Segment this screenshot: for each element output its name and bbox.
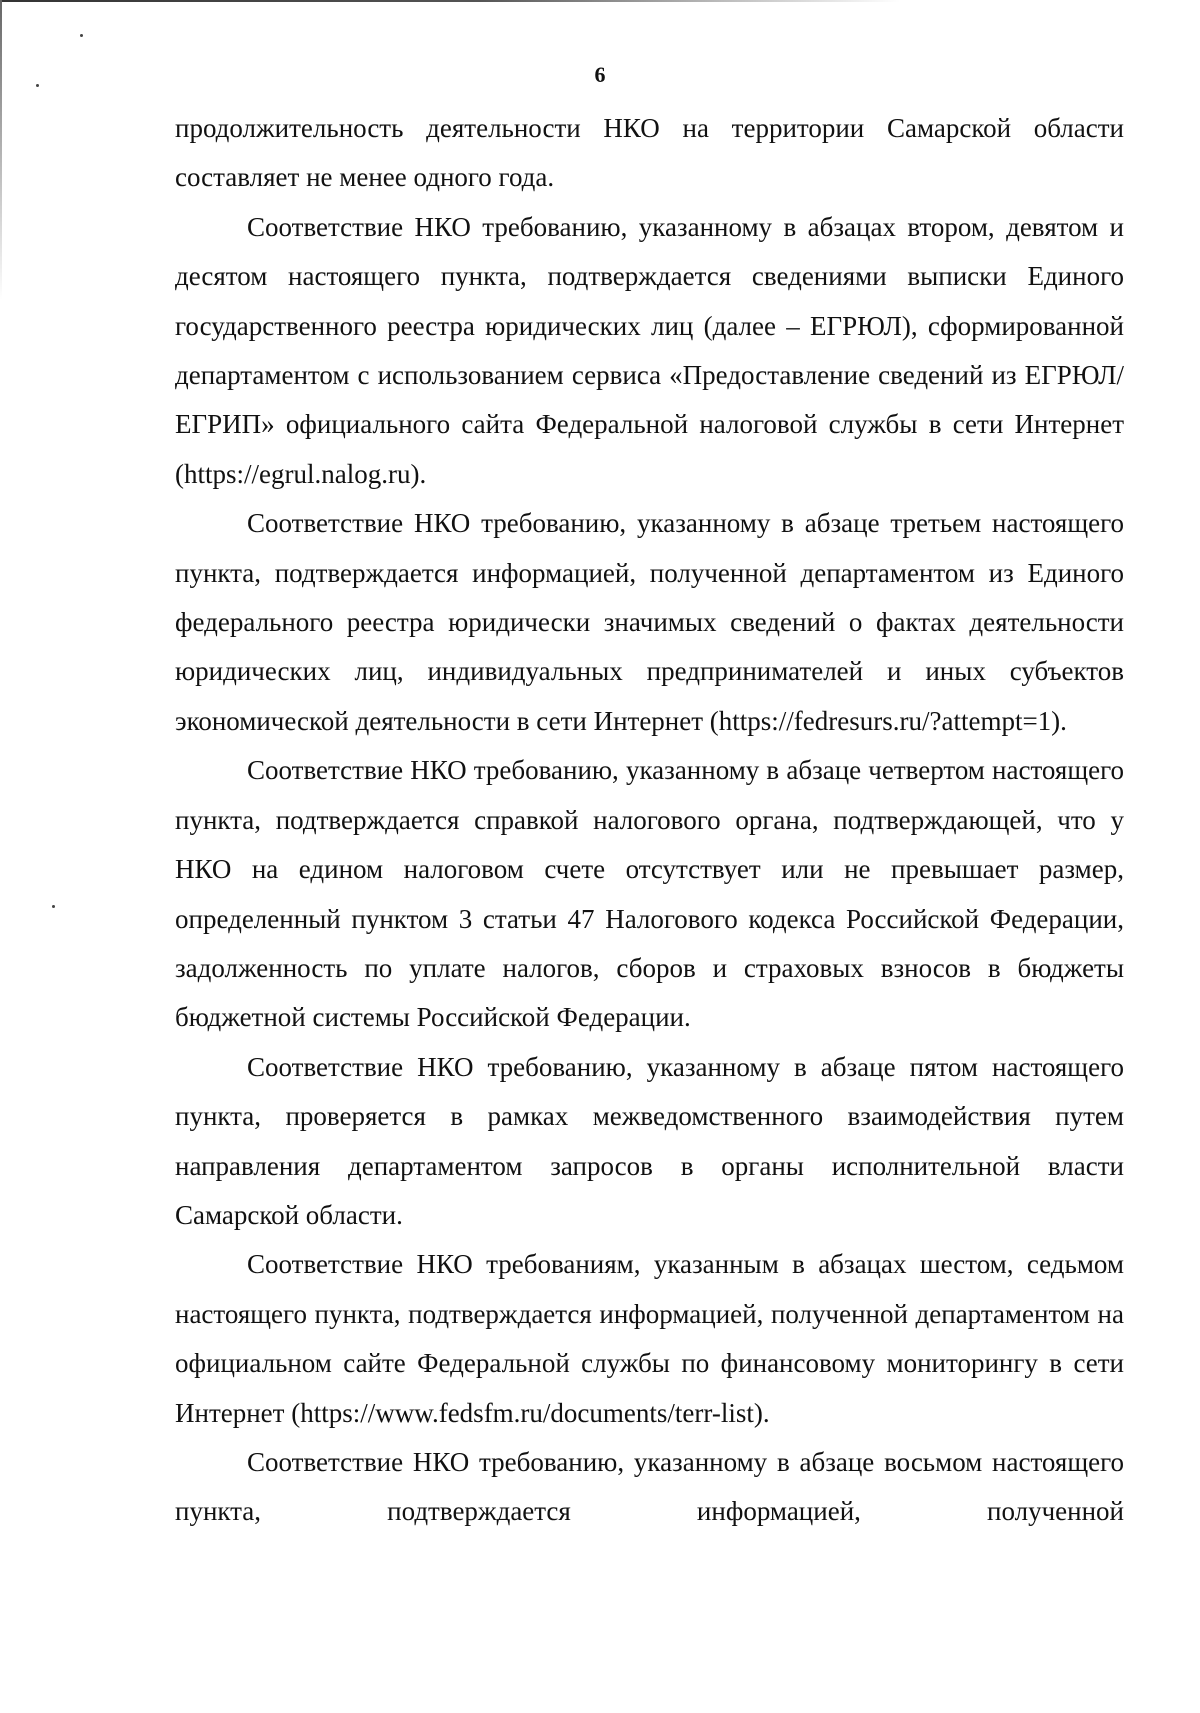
paragraph-egrul: Соответствие НКО требованию, указанному в абзацах втором, девятом и десятом настоящего пункта, подтверждается сведениями выписки Единого государственного реестра юридических лиц (далее – ЕГРЮЛ), сформированной департаментом с использованием сервиса «Предоставление сведений из ЕГРЮЛ/ЕГРИП» официального сайта Федеральной налоговой службы в сети Интернет (https://egrul.nalog.ru). — [175, 211, 1124, 489]
scan-speck — [80, 34, 83, 37]
paragraph-tax-certificate: Соответствие НКО требованию, указанному в абзаце четвертом настоящего пункта, подтверждается справкой налогового органа, подтверждающей, что у НКО на едином налоговом счете отсутствует или не превышает размер, определенный пунктом 3 статьи 47 Налогового кодекса Российской Федерации, задолженность по уплате налогов, сборов и страховых взносов в бюджеты бюджетной системы Российской Федерации. — [175, 755, 1124, 1033]
paragraph-interagency: Соответствие НКО требованию, указанному в абзаце пятом настоящего пункта, проверяется в рамках межведомственного взаимодействия путем направления департаментом запросов в органы исполнительной власти Самарской области. — [175, 1051, 1124, 1230]
paragraph-eighth: Соответствие НКО требованию, указанному в абзаце восьмом настоящего пункта, подтверждается информацией, полученной — [175, 1446, 1124, 1527]
paragraph-continuation: продолжительность деятельности НКО на территории Самарской области составляет не менее одного года. — [175, 113, 1124, 193]
document-body — [175, 104, 1124, 1537]
scan-edge-left — [0, 0, 2, 300]
scan-edge-top — [0, 0, 1200, 2]
scan-speck — [52, 905, 55, 908]
paragraph-fedsfm: Соответствие НКО требованиям, указанным в абзацах шестом, седьмом настоящего пункта, подтверждается информацией, полученной департаментом на официальном сайте Федеральной службы по финансовому мониторингу в сети Интернет (https://www.fedsfm.ru/documents/terr-list). — [175, 1249, 1124, 1428]
paragraph-fedresurs: Соответствие НКО требованию, указанному в абзаце третьем настоящего пункта, подтверждается информацией, полученной департаментом из Единого федерального реестра юридически значимых сведений о фактах деятельности юридических лиц, индивидуальных предпринимателей и иных субъектов экономической деятельности в сети Интернет (https://fedresurs.ru/?attempt=1). — [175, 508, 1124, 736]
page-number: 6 — [594, 62, 606, 87]
